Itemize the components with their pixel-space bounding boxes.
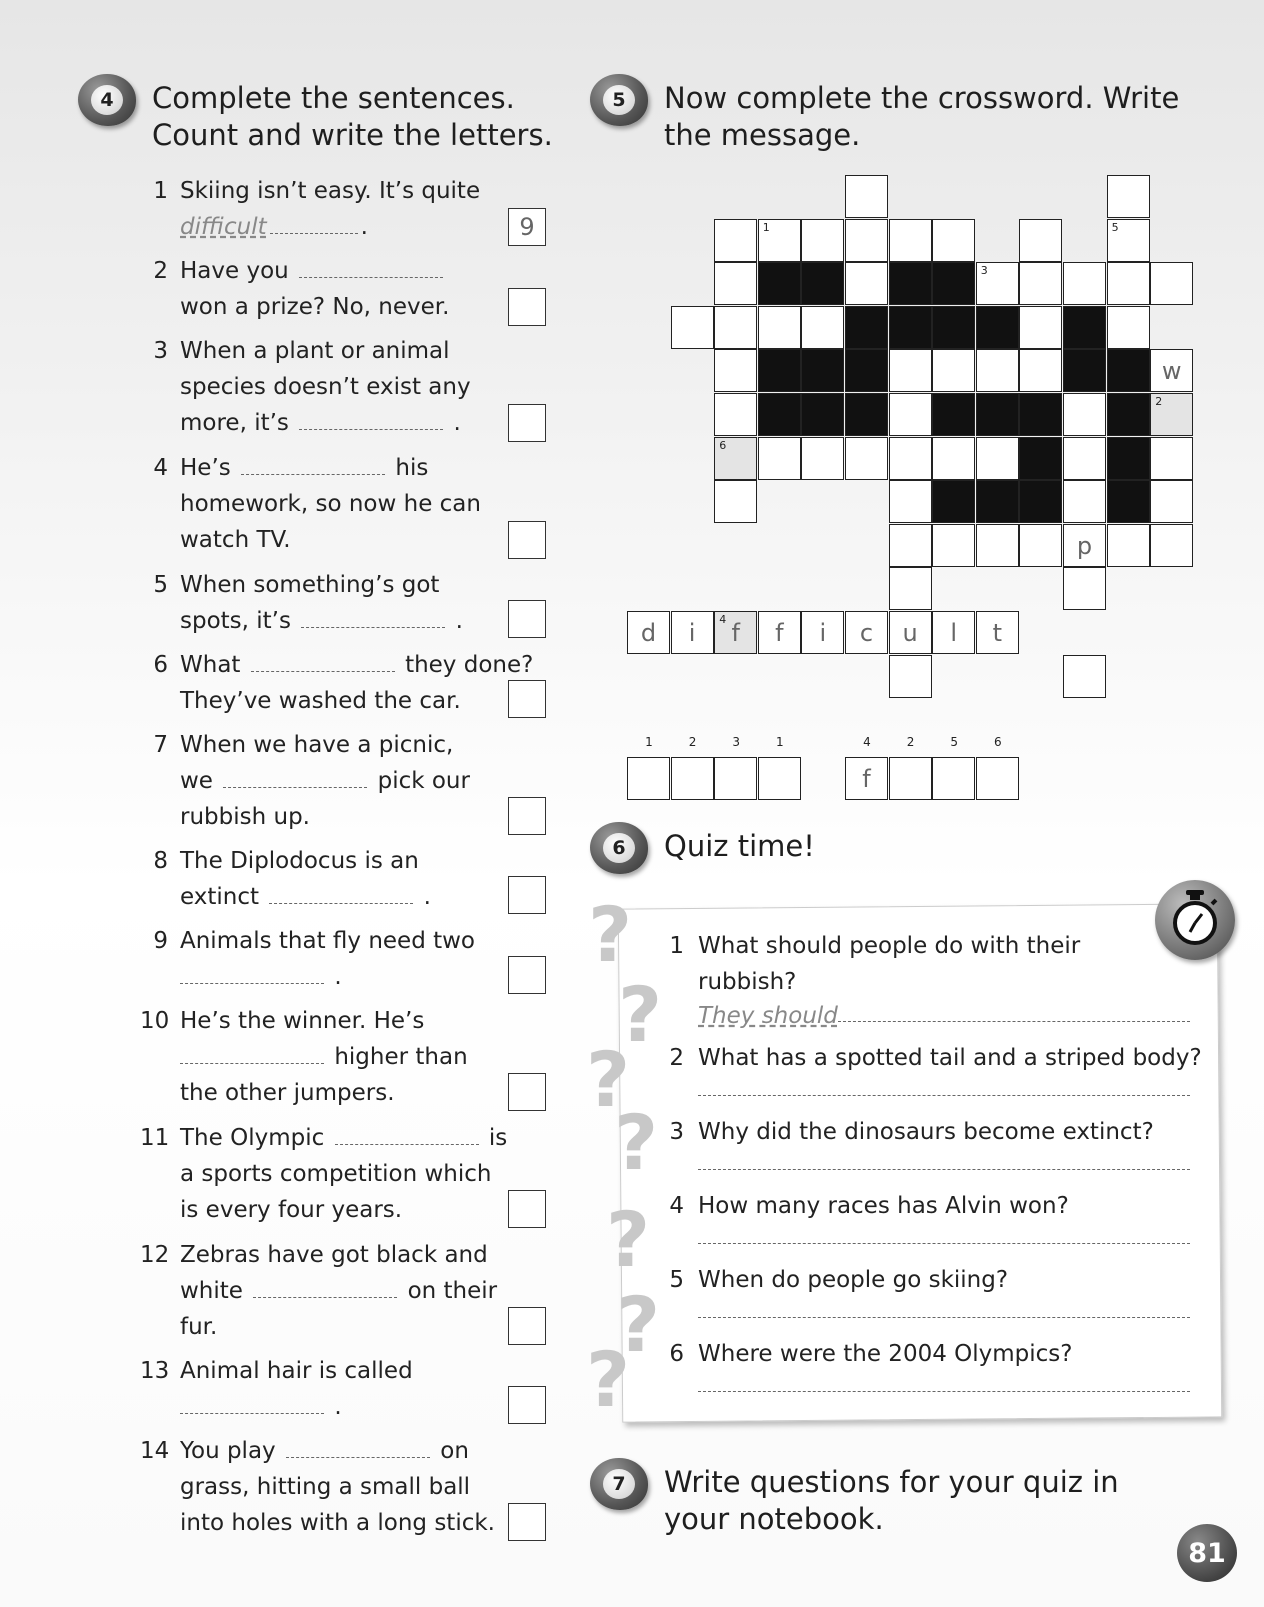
letter-count-box[interactable] (508, 1073, 546, 1111)
crossword-cell[interactable] (889, 655, 932, 698)
title-line: Complete the sentences. (152, 81, 515, 115)
letter-count-box[interactable] (508, 956, 546, 994)
crossword-black-cell (845, 349, 888, 392)
letter-count-box[interactable] (508, 600, 546, 638)
punctuation: . (455, 608, 463, 634)
crossword-cell[interactable]: l (932, 611, 975, 654)
question-mark-icon: ? (586, 1335, 631, 1424)
crossword-cell[interactable] (1107, 306, 1150, 349)
question-text: Why did the dinosaurs become extinct? (698, 1119, 1154, 1145)
item-number: 7 (153, 732, 168, 758)
item-text: When something’s got (180, 572, 440, 598)
clue-number: 5 (1111, 220, 1119, 234)
answer-line[interactable] (698, 1168, 1190, 1170)
crossword-cell[interactable] (1150, 393, 1193, 436)
crossword-cell[interactable]: d (627, 611, 670, 654)
item-text: homework, so now he can (180, 491, 481, 517)
crossword-cell[interactable] (976, 437, 1019, 480)
crossword-cell[interactable] (714, 306, 757, 349)
answer-blank[interactable] (223, 786, 367, 788)
item-text: Skiing isn’t easy. It’s quite (180, 178, 481, 204)
crossword-black-cell (976, 480, 1019, 523)
crossword-cell[interactable] (801, 437, 844, 480)
crossword-cell[interactable]: p (1063, 524, 1106, 567)
question-number: 2 (669, 1045, 684, 1071)
item-text: Animal hair is called (180, 1358, 413, 1384)
punctuation: . (334, 1394, 342, 1420)
crossword-cell[interactable] (976, 349, 1019, 392)
message-clue-number: 5 (950, 735, 958, 749)
crossword-cell[interactable] (932, 437, 975, 480)
crossword-black-cell (801, 349, 844, 392)
item-number: 4 (153, 455, 168, 481)
question-text: What has a spotted tail and a striped body? (698, 1045, 1202, 1071)
item-text: a sports competition which (180, 1161, 492, 1187)
crossword-cell[interactable] (889, 437, 932, 480)
item-text (180, 1273, 497, 1310)
question-number: 6 (669, 1341, 684, 1367)
item-text: fur. (180, 1314, 218, 1340)
crossword-black-cell (801, 262, 844, 305)
crossword-cell[interactable] (801, 219, 844, 262)
item-text: He’s the winner. He’s (180, 1008, 425, 1034)
item-number: 1 (153, 178, 168, 204)
crossword-cell[interactable]: u (889, 611, 932, 654)
crossword-cell[interactable] (1107, 262, 1150, 305)
letter-count-box[interactable] (508, 680, 546, 718)
question-text: Where were the 2004 Olympics? (698, 1341, 1073, 1367)
crossword-cell[interactable]: f 4 (714, 611, 757, 654)
punctuation: . (334, 964, 342, 990)
crossword-black-cell (845, 393, 888, 436)
item-text (180, 1389, 342, 1426)
message-clue-number: 2 (906, 735, 915, 749)
crossword-cell[interactable] (1063, 393, 1106, 436)
item-text: is every four years. (180, 1197, 403, 1223)
crossword-cell[interactable] (889, 567, 932, 610)
crossword-cell[interactable] (889, 524, 932, 567)
crossword-cell[interactable] (845, 262, 888, 305)
crossword-cell[interactable] (1019, 219, 1062, 262)
item-number: 13 (140, 1358, 170, 1384)
text: they done? (405, 652, 534, 678)
letter-count-box[interactable] (508, 521, 546, 559)
answer-blank[interactable] (241, 473, 385, 475)
item-number: 3 (153, 338, 168, 364)
item-text (180, 879, 431, 916)
clue-number: 1 (762, 220, 770, 234)
item-number: 9 (153, 928, 168, 954)
text: white (180, 1278, 243, 1304)
item-text: When a plant or animal (180, 338, 450, 364)
crossword-black-cell (976, 306, 1019, 349)
crossword-cell[interactable] (1150, 262, 1193, 305)
letter-count-box[interactable]: 9 (508, 208, 546, 246)
crossword-black-cell (976, 393, 1019, 436)
crossword-cell[interactable] (714, 437, 757, 480)
letter-count-box[interactable] (508, 876, 546, 914)
exercise-5-title (664, 80, 1179, 154)
question-mark-icon: ? (606, 1195, 651, 1284)
text: Have you (180, 258, 289, 284)
item-text (180, 1433, 469, 1470)
punctuation: . (453, 410, 461, 436)
crossword-cell[interactable] (976, 524, 1019, 567)
answer-blank[interactable] (180, 1412, 324, 1414)
exercise-number: 6 (603, 833, 635, 863)
crossword-black-cell (758, 349, 801, 392)
text: his (395, 455, 429, 481)
question-mark-icon: ? (618, 970, 663, 1059)
crossword-cell[interactable] (1019, 524, 1062, 567)
question-number: 4 (669, 1193, 684, 1219)
text: we (180, 768, 213, 794)
text: extinct (180, 884, 260, 910)
crossword-black-cell (889, 306, 932, 349)
answer-blank[interactable] (299, 276, 443, 278)
crossword-cell[interactable] (889, 219, 932, 262)
stopwatch-icon (1155, 880, 1235, 960)
crossword-black-cell (932, 306, 975, 349)
item-number: 6 (153, 652, 168, 678)
text: The Olympic (180, 1125, 325, 1151)
answer-blank[interactable] (270, 232, 358, 234)
exercise-5-badge (590, 74, 648, 126)
message-letter-box[interactable] (627, 757, 670, 800)
item-text: Animals that fly need two (180, 928, 476, 954)
answer-blank[interactable] (335, 1143, 479, 1145)
answer-line[interactable] (838, 1020, 1190, 1022)
letter-count-box[interactable] (508, 1386, 546, 1424)
message-clue-number: 1 (645, 735, 653, 749)
crossword-cell[interactable] (845, 219, 888, 262)
question-text: When do people go skiing? (698, 1267, 1009, 1293)
answer-line[interactable] (698, 1242, 1190, 1244)
letter-count-box[interactable] (508, 797, 546, 835)
item-text: into holes with a long stick. (180, 1510, 495, 1536)
message-letter-box[interactable]: f (845, 757, 888, 800)
crossword-cell[interactable] (845, 175, 888, 218)
punctuation: . (423, 884, 431, 910)
crossword-black-cell (1107, 437, 1150, 480)
crossword-cell[interactable] (845, 437, 888, 480)
crossword-cell[interactable] (1063, 262, 1106, 305)
text: spots, it’s (180, 608, 291, 634)
title-line: the message. (664, 118, 861, 152)
question-text: What should people do with their (698, 933, 1081, 959)
crossword-cell[interactable]: i (801, 611, 844, 654)
item-text (180, 209, 368, 246)
item-text (180, 450, 428, 487)
clue-number: 2 (1155, 395, 1163, 408)
question-mark-icon: ? (588, 890, 633, 979)
crossword-cell[interactable] (714, 349, 757, 392)
text: higher than (334, 1044, 468, 1070)
item-text: won a prize? No, never. (180, 294, 450, 320)
crossword-black-cell (758, 393, 801, 436)
crossword-cell[interactable]: f (758, 611, 801, 654)
text: on (440, 1438, 469, 1464)
item-text (180, 405, 461, 442)
crossword-cell[interactable] (1019, 306, 1062, 349)
crossword-cell[interactable] (1019, 349, 1062, 392)
crossword-cell[interactable]: i (671, 611, 714, 654)
text: What (180, 652, 241, 678)
exercise-4-badge (78, 74, 136, 126)
answer-blank[interactable] (251, 670, 395, 672)
answer-line[interactable] (698, 1094, 1190, 1096)
text: You play (180, 1438, 276, 1464)
crossword-cell[interactable]: c (845, 611, 888, 654)
crossword-cell[interactable] (1150, 524, 1193, 567)
stopwatch-icon (1155, 880, 1235, 960)
exercise-number: 7 (603, 1469, 635, 1499)
item-text (180, 763, 470, 800)
crossword-black-cell (889, 262, 932, 305)
letter-count-box[interactable] (508, 1307, 546, 1345)
crossword-black-cell (1107, 393, 1150, 436)
question-mark-icon: ? (614, 1098, 659, 1187)
crossword-black-cell (1063, 306, 1106, 349)
item-text (180, 253, 446, 290)
item-number: 2 (153, 258, 168, 284)
crossword-cell[interactable] (889, 393, 932, 436)
question-mark-icon: ? (616, 1280, 661, 1369)
crossword-black-cell (1107, 480, 1150, 523)
crossword-cell[interactable] (1107, 219, 1150, 262)
crossword-cell[interactable] (932, 349, 975, 392)
answer-blank[interactable] (269, 902, 413, 904)
crossword-cell[interactable] (1063, 655, 1106, 698)
crossword-black-cell (801, 393, 844, 436)
title-line: Now complete the crossword. Write (664, 81, 1180, 115)
crossword-black-cell (1107, 349, 1150, 392)
clue-number: 6 (719, 438, 727, 452)
example-answer: difficult (180, 214, 267, 240)
crossword-black-cell (845, 306, 888, 349)
crossword-cell[interactable] (671, 306, 714, 349)
question-mark-icon: ? (586, 1035, 631, 1124)
crossword-black-cell (932, 480, 975, 523)
answer-blank[interactable] (180, 1062, 324, 1064)
item-number: 5 (153, 572, 168, 598)
title-line: your notebook. (664, 1502, 884, 1536)
letter-count-box[interactable] (508, 1503, 546, 1541)
crossword-black-cell (932, 393, 975, 436)
item-number: 14 (140, 1438, 170, 1464)
item-number: 11 (140, 1125, 170, 1151)
answer-blank[interactable] (301, 626, 445, 628)
example-answer: They should (698, 1003, 838, 1029)
item-number: 12 (140, 1242, 170, 1268)
answer-blank[interactable] (299, 428, 443, 430)
item-text: the other jumpers. (180, 1080, 395, 1106)
crossword-black-cell (1063, 349, 1106, 392)
item-text: species doesn’t exist any (180, 374, 471, 400)
exercise-number: 5 (603, 85, 635, 115)
exercise-7-badge (590, 1458, 648, 1510)
item-text: When we have a picnic, (180, 732, 454, 758)
item-text: grass, hitting a small ball (180, 1474, 471, 1500)
crossword-cell[interactable] (932, 524, 975, 567)
item-text: rubbish up. (180, 804, 310, 830)
page-number: 81 (1177, 1524, 1237, 1582)
message-letter-box[interactable] (889, 757, 932, 800)
item-text: They’ve washed the car. (180, 688, 461, 714)
letter-count-box[interactable] (508, 404, 546, 442)
item-text: watch TV. (180, 527, 291, 553)
crossword-cell[interactable] (801, 306, 844, 349)
question-number: 3 (669, 1119, 684, 1145)
message-letter-box[interactable] (932, 757, 975, 800)
item-number: 10 (140, 1008, 170, 1034)
message-letter-box[interactable] (714, 757, 757, 800)
clue-number: 3 (980, 264, 988, 278)
text: more, it’s (180, 410, 289, 436)
item-text: Zebras have got black and (180, 1242, 488, 1268)
text: is (488, 1125, 508, 1151)
item-text: The Diplodocus is an (180, 848, 419, 874)
crossword-cell[interactable] (1063, 480, 1106, 523)
exercise-6-badge (590, 822, 648, 874)
crossword-cell[interactable] (758, 219, 801, 262)
crossword-cell[interactable] (1063, 437, 1106, 480)
crossword-cell[interactable] (1150, 437, 1193, 480)
crossword-cell[interactable] (889, 480, 932, 523)
punctuation: . (360, 214, 368, 240)
exercise-7-title (664, 1464, 1119, 1538)
crossword-cell[interactable] (1063, 567, 1106, 610)
text: pick our (377, 768, 470, 794)
message-clue-number: 4 (863, 735, 871, 749)
message-letter-box[interactable] (758, 757, 801, 800)
crossword-black-cell (758, 262, 801, 305)
crossword-cell[interactable] (714, 219, 757, 262)
crossword-cell[interactable] (758, 437, 801, 480)
item-text (180, 603, 463, 640)
exercise-4-title (152, 80, 553, 154)
exercise-6-title: Quiz time! (664, 829, 815, 863)
question-number: 1 (669, 933, 684, 959)
crossword-cell[interactable]: w (1150, 349, 1193, 392)
letter-count-box[interactable] (508, 288, 546, 326)
item-number: 8 (153, 848, 168, 874)
item-text (180, 959, 342, 996)
crossword-black-cell (1019, 437, 1062, 480)
text: He’s (180, 455, 231, 481)
message-clue-number: 6 (993, 735, 1002, 749)
crossword-cell[interactable]: t (976, 611, 1019, 654)
answer-line[interactable] (698, 1390, 1190, 1392)
crossword-black-cell (932, 262, 975, 305)
crossword-cell[interactable] (1019, 262, 1062, 305)
crossword-cell[interactable] (932, 219, 975, 262)
message-clue-number: 3 (732, 735, 740, 749)
crossword-cell[interactable] (714, 262, 757, 305)
answer-blank[interactable] (180, 982, 324, 984)
answer-blank[interactable] (286, 1456, 430, 1458)
item-text (180, 647, 533, 684)
message-clue-number: 2 (688, 735, 697, 749)
crossword-cell[interactable] (1107, 175, 1150, 218)
crossword-cell[interactable] (1150, 480, 1193, 523)
answer-blank[interactable] (253, 1296, 397, 1298)
item-text (180, 1039, 468, 1076)
question-number: 5 (669, 1267, 684, 1293)
crossword-cell[interactable] (1107, 524, 1150, 567)
clue-number: 4 (719, 613, 727, 626)
crossword-cell[interactable] (758, 306, 801, 349)
title-line: Write questions for your quiz in (664, 1465, 1119, 1499)
crossword-black-cell (1019, 480, 1062, 523)
crossword-cell[interactable] (714, 480, 757, 523)
question-text: rubbish? (698, 969, 797, 995)
message-letter-box[interactable] (976, 757, 1019, 800)
crossword-black-cell (1019, 393, 1062, 436)
answer-line[interactable] (698, 1316, 1190, 1318)
letter-count-box[interactable] (508, 1190, 546, 1228)
question-text: How many races has Alvin won? (698, 1193, 1069, 1219)
text: on their (407, 1278, 498, 1304)
exercise-number: 4 (91, 85, 123, 115)
crossword-cell[interactable] (889, 349, 932, 392)
message-letter-box[interactable] (671, 757, 714, 800)
crossword-cell[interactable] (976, 262, 1019, 305)
title-line: Count and write the letters. (152, 118, 553, 152)
item-text (180, 1120, 507, 1157)
crossword-cell[interactable] (714, 393, 757, 436)
message-clue-number: 1 (775, 735, 784, 749)
